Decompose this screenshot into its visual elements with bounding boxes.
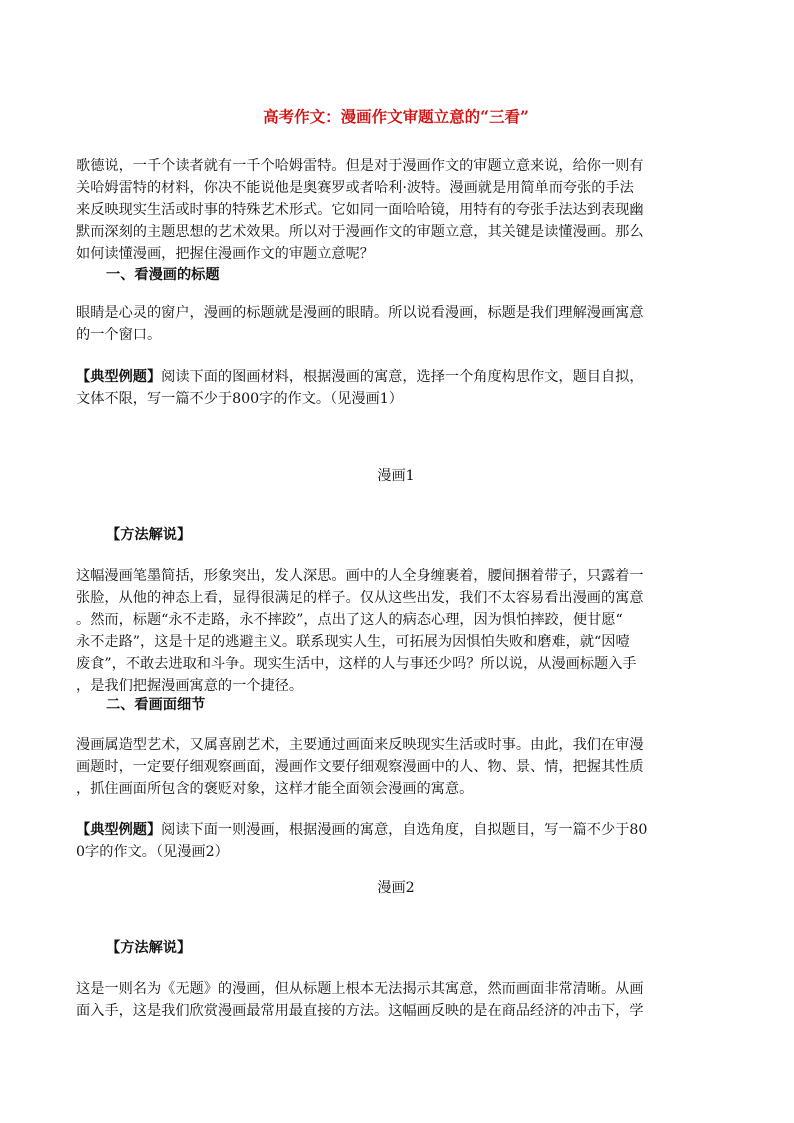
section1-heading: 一、看漫画的标题 xyxy=(106,267,220,283)
example-text: 阅读下面一则漫画，根据漫画的寓意，自选角度，自拟题目，写一篇不少于80 xyxy=(161,822,648,838)
comic2-caption: 漫画2 xyxy=(377,880,415,896)
example-label: 【典型例题】 xyxy=(76,369,162,385)
example-label: 【典型例题】 xyxy=(76,822,162,838)
intro-line: 默而深刻的主题思想的艺术效果。所以对于漫画作文的审题立意，其关键是读懂漫画。那么 xyxy=(76,224,644,240)
intro-line: 如何读懂漫画，把握住漫画作文的审题立意呢？ xyxy=(76,246,374,262)
analysis-line: 张脸，从他的神态上看，显得很满足的样子。仅从这些出发，我们不太容易看出漫画的寓意 xyxy=(76,590,644,606)
section1-body xyxy=(76,302,716,346)
section2-example xyxy=(76,819,716,863)
analysis-line: 永不走路”，这是十足的逃避主义。联系现实人生，可拓展为因惧怕失败和磨难，就“因噎 xyxy=(76,634,630,650)
analysis-line: 。然而，标题“永不走路，永不摔跤”，点出了这人的病态心理，因为惧怕摔跤，便甘愿“ xyxy=(76,612,623,628)
section2-method-label: 【方法解说】 xyxy=(106,940,192,956)
intro-line: 来反映现实生活或时事的特殊艺术形式。它如同一面哈哈镜，用特有的夸张手法达到表现幽 xyxy=(76,202,644,218)
section1-analysis xyxy=(76,565,716,697)
section2-example-line xyxy=(76,819,716,841)
section2-analysis xyxy=(76,978,716,1022)
section2-body xyxy=(76,734,716,800)
analysis-line: 面入手，这是我们欣赏漫画最常用最直接的方法。这幅画反映的是在商品经济的冲击下，学 xyxy=(76,1003,644,1019)
section2-body-line: 画题时，一定要仔细观察画面，漫画作文要仔细观察漫画中的人、物、景、情，把握其性质 xyxy=(76,759,644,775)
section1-method-label: 【方法解说】 xyxy=(106,527,192,543)
section2-body-line: 漫画属造型艺术，又属喜剧艺术，主要通过画面来反映现实生活或时事。由此，我们在审漫 xyxy=(76,737,644,753)
section2-heading: 二、看画面细节 xyxy=(106,697,206,713)
section2-body-line: ，抓住画面所包含的褒贬对象，这样才能全面领会漫画的寓意。 xyxy=(76,781,474,797)
analysis-line: 这是一则名为《无题》的漫画，但从标题上根本无法揭示其寓意，然而画面非常清晰。从画 xyxy=(76,981,644,997)
intro-line: 关哈姆雷特的材料，你决不能说他是奥赛罗或者哈利·波特。漫画就是用简单而夸张的手法 xyxy=(76,180,634,196)
section1-example-line xyxy=(76,366,716,388)
section1-body-line: 的一个窗口。 xyxy=(76,327,162,343)
analysis-line: ，是我们把握漫画寓意的一个捷径。 xyxy=(76,678,304,694)
analysis-line: 废食”，不敢去进取和斗争。现实生活中，这样的人与事还少吗？所以说，从漫画标题入手 xyxy=(76,656,637,672)
comic1-caption: 漫画1 xyxy=(377,468,415,484)
intro-line: 歌德说，一千个读者就有一千个哈姆雷特。但是对于漫画作文的审题立意来说，给你一则有 xyxy=(76,158,644,174)
section1-example-line: 文体不限，写一篇不少于800字的作文。（见漫画1） xyxy=(76,391,403,407)
section1-body-line: 眼睛是心灵的窗户，漫画的标题就是漫画的眼睛。所以说看漫画，标题是我们理解漫画寓意 xyxy=(76,305,644,321)
section2-example-line: 0字的作文。（见漫画2） xyxy=(76,844,229,860)
example-text: 阅读下面的图画材料，根据漫画的寓意，选择一个角度构思作文，题目自拟， xyxy=(161,369,644,385)
intro-paragraph xyxy=(76,155,716,265)
section1-example xyxy=(76,366,716,410)
page-title: 高考作文：漫画作文审题立意的“三看” xyxy=(263,107,529,126)
analysis-line: 这幅漫画笔墨简括，形象突出，发人深思。画中的人全身缠裹着，腰间捆着带子，只露着一 xyxy=(76,568,644,584)
